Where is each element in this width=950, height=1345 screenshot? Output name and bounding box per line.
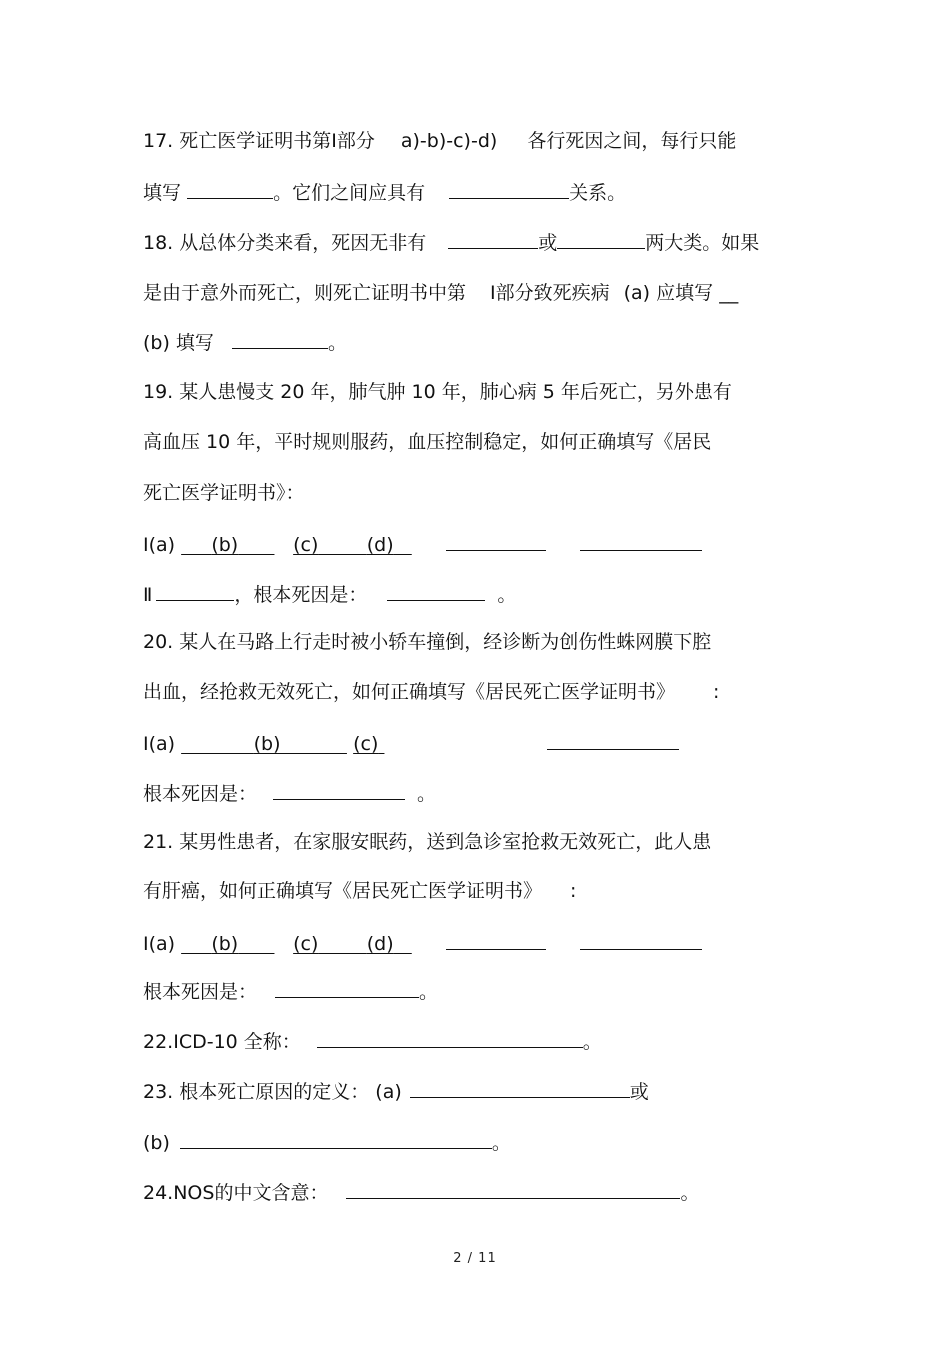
q21-text: 有肝癌，如何正确填写《居民死亡医学证明书》 [143, 880, 543, 902]
q19-label-b: (b) [211, 534, 239, 556]
q19-line2: 高血压 10 年，平时规则服药，血压控制稳定，如何正确填写《居民 [143, 431, 712, 453]
q17-text-5: 关系。 [569, 182, 627, 204]
q19-blank-ii[interactable] [156, 582, 234, 601]
q20-colon: : [713, 681, 720, 703]
q19-label-a: Ⅰ(a) [143, 534, 176, 556]
q20-end: 。 [417, 783, 437, 805]
q21-label-d: (d) [366, 933, 394, 955]
q19-line1: 19. 某人患慢支 20 年，肺气肿 10 年，肺心病 5 年后死亡，另外患有 [143, 381, 732, 403]
q18-blank-a[interactable]: __ [719, 282, 739, 304]
q19-line3: 死亡医学证明书》： [143, 482, 305, 504]
q22-end: 。 [582, 1031, 602, 1053]
q18-text-3: 是由于意外而死亡，则死亡证明书中第 [143, 282, 467, 304]
q17-text-2: 各行死因之间，每行只能 [527, 130, 737, 152]
q19-label-c: (c) [293, 534, 319, 556]
q17-line2 [143, 180, 626, 205]
q18-line1 [143, 230, 759, 255]
page-number: 2 / 11 [453, 1251, 497, 1266]
q21-line1: 21. 某男性患者，在家服安眠药，送到急诊室抢救无效死亡，此人患 [143, 831, 712, 853]
q19-blank-ab[interactable] [181, 533, 267, 557]
q18-blank-b[interactable] [232, 330, 328, 349]
q17-line1 [143, 129, 736, 153]
q23-line1 [143, 1079, 649, 1104]
q22-line [143, 1029, 602, 1054]
q20-label-c: (c) [353, 733, 379, 755]
q21-blank-3[interactable] [446, 931, 546, 950]
q19-label-ii: Ⅱ [143, 584, 153, 606]
q23-blank-b[interactable] [180, 1130, 492, 1149]
q24-line [143, 1180, 699, 1205]
q17-blank-2[interactable] [449, 180, 569, 199]
q21-row2 [143, 979, 438, 1004]
q20-line1: 20. 某人在马路上行走时被小轿车撞倒，经诊断为创伤性蛛网膜下腔 [143, 631, 712, 653]
q20-label-b: (b) [253, 733, 281, 755]
q22-text: 22.ICD-10 全称： [143, 1031, 301, 1053]
q19-row1 [143, 532, 702, 557]
q21-blank-4[interactable] [580, 931, 702, 950]
q17-rows: a)-b)-c)-d) [400, 130, 498, 152]
q23-label-b: (b) [143, 1132, 170, 1154]
q21-line2 [143, 879, 576, 903]
q23-end: 。 [491, 1132, 511, 1154]
q20-row2 [143, 781, 436, 806]
q20-blank-c[interactable] [353, 732, 513, 756]
q19-label-d: (d) [366, 534, 394, 556]
q21-label-b: (b) [211, 933, 239, 955]
q23-or: 或 [629, 1081, 649, 1103]
q20-text: 出血，经抢救无效死亡，如何正确填写《居民死亡医学证明书》 [143, 681, 676, 703]
q21-root-label: 根本死因是： [143, 981, 258, 1003]
q21-label-a: Ⅰ(a) [143, 933, 176, 955]
q18-text-6: (b) 填写 [143, 332, 214, 354]
q21-blank-cd[interactable] [293, 933, 412, 955]
q19-blank-root[interactable] [387, 582, 485, 601]
q18-blank-1[interactable] [448, 230, 538, 249]
q18-line3 [143, 330, 347, 355]
q19-row2 [143, 582, 516, 607]
q23-line2 [143, 1130, 511, 1155]
q17-blank-1[interactable] [187, 180, 273, 199]
q18-text-5: (a) 应填写 [623, 282, 714, 304]
q19-blank-3[interactable] [446, 532, 546, 551]
q18-blank-2[interactable] [557, 230, 645, 249]
q24-text: 24.NOS的中文含意： [143, 1182, 329, 1204]
q21-blank-root[interactable] [275, 979, 419, 998]
q17-text: 17. 死亡医学证明书第Ⅰ部分 [143, 130, 375, 152]
q20-root-label: 根本死因是： [143, 783, 258, 805]
q20-blank-ab[interactable] [181, 732, 323, 756]
q19-root-label: ，根本死因是： [234, 584, 368, 606]
q17-text-4: 。它们之间应具有 [273, 182, 426, 204]
q20-blank-root[interactable] [273, 781, 405, 800]
q20-line2 [143, 680, 719, 704]
q18-text-2: 两大类。如果 [645, 232, 760, 254]
q18-text: 18. 从总体分类来看，死因无非有 [143, 232, 427, 254]
q19-blank-cd[interactable] [293, 534, 412, 556]
q24-blank[interactable] [346, 1180, 680, 1199]
q18-text-4: Ⅰ部分致死疾病 [490, 282, 610, 304]
q24-end: 。 [680, 1182, 700, 1204]
q21-row1 [143, 931, 702, 956]
q20-label-a: Ⅰ(a) [143, 733, 176, 755]
q23-blank-a[interactable] [410, 1079, 630, 1098]
q18-end: 。 [327, 332, 347, 354]
q21-blank-ab[interactable] [181, 932, 267, 956]
q20-blank-3[interactable] [547, 731, 679, 750]
q20-row1 [143, 731, 679, 756]
q19-blank-4[interactable] [580, 532, 702, 551]
q17-text-3: 填写 [143, 182, 182, 204]
q23-text: 23. 根本死亡原因的定义： (a) [143, 1081, 402, 1103]
q18-or: 或 [538, 232, 558, 254]
q19-end: 。 [497, 584, 517, 606]
q21-colon: : [570, 880, 577, 902]
q22-blank[interactable] [317, 1029, 583, 1048]
q21-end: 。 [419, 981, 439, 1003]
q18-line2 [143, 281, 738, 305]
q21-label-c: (c) [293, 933, 319, 955]
